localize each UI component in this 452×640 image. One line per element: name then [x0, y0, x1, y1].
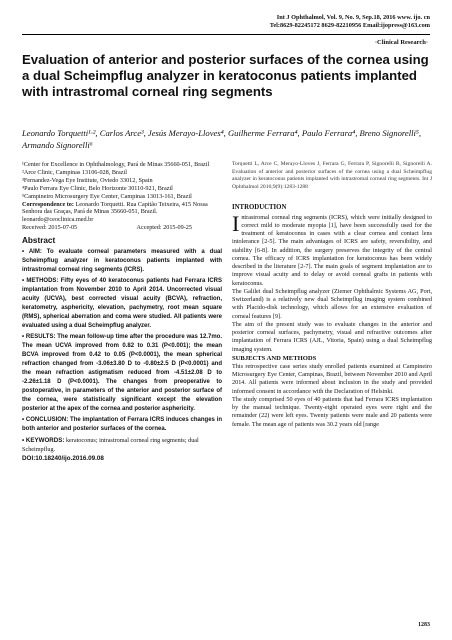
abstract-conclusion: • CONCLUSION: The implantation of Ferrara ICRS induces changes in both anterior and posterior surfaces of the cornea.	[22, 417, 222, 433]
methods-heading: SUBJECTS AND METHODS	[232, 354, 317, 362]
journal-contact-line: Tel:8629-82245172 8629-82210956 Email:ijopress@163.com	[269, 22, 430, 30]
citation-block: Torquetti L, Arce C, Merayo-Lloves J, Ferrara G, Ferrara P, Signorelli B, Signorelli A. Evaluation of anterior and posterior surfaces of the cornea using a dual Scheimpflug analyzer in keratoconus patients implanted with intrastromal corneal ring segments. Int J Ophthalmol 2016;9(9):1283-1288	[232, 161, 432, 191]
affiliation: ³Fernandez-Vega Eye Institute, Oviedo 33012, Spain	[22, 176, 153, 184]
affiliation: ¹Center for Excellence in Ophthalmology, Pará de Minas 35660-051, Brazil	[22, 161, 210, 168]
methods-paragraph: This retrospective case series study enrolled patients examined at Campineiro Microsurgery Eye Center, Campinas, Brazil, between November 2010 and April 2014. All patients were informed about inclusion in the study and provided informed consent in accordance with the Declaration of Helsinki.	[232, 362, 432, 395]
section-label: ·Clinical Research·	[374, 39, 428, 46]
keywords-text: keratoconus; intrastromal corneal ring segments; dual Scheimpflug.	[22, 437, 199, 454]
affiliation: ²Arce Clinic, Campinas 13106-028, Brazil	[22, 168, 127, 176]
right-column	[232, 161, 432, 429]
abstract-keywords	[22, 436, 222, 454]
accepted-date: Accepted: 2015-09-25	[136, 224, 192, 232]
affiliations	[22, 161, 222, 201]
intro-paragraph: The aim of the present study was to evaluate changes in the anterior and posterior corneal surfaces, pachymetry, visual and refractive outcomes after implantation of Ferrara ICRS (AJL, Vitoria, Spain) using a dual Scheimpflug imaging system.	[232, 320, 432, 353]
correspondence-text: Leonardo Torquetti. Rua Capitão Teixeira, 415 Nossa Senhora das Graças, Pará de Minas 35660-051, Brazil. leonardo@ceoclinica.med.br	[22, 200, 208, 224]
author-list: Leonardo Torquetti¹·², Carlos Arce³, Jesús Merayo-Lloves⁴, Guilherme Ferrara⁴, Paulo Ferrara⁴, Breno Signorelli⁵, Armando Signorelli⁶	[22, 128, 422, 150]
journal-header	[270, 14, 430, 30]
methods-paragraph: The study comprised 50 eyes of 40 patients that had Ferrara ICRS implantation by the manual technique. Twenty-eight operated eyes were right and the remainder (22) were left eyes. Twenty patients were male and 20 patients were female. The mean age of patients was 30.2 years old [range	[232, 395, 432, 428]
journal-info-line: Int J Ophthalmol, Vol. 9, No. 9, Sep.18, 2016 www. ijo. cn	[276, 14, 430, 21]
header-rule	[22, 34, 430, 35]
drop-cap: I	[232, 210, 240, 236]
abstract-methods: • METHODS: Fifty eyes of 40 keratoconus patients had Ferrara ICRS implantation from November 2010 to April 2014. Uncorrected visual acuity (UCVA), best corrected visual acuity (BCVA), refraction, keratometry, asphericity, elevation, pachymetry, root mean square (RMS), spherical aberration and coma were studied. All patients were evaluated using a dual Scheimpflug analyzer.	[22, 278, 222, 330]
keywords-label: • KEYWORDS:	[22, 437, 65, 445]
article-dates	[22, 224, 222, 232]
correspondence-label: Correspondence to:	[22, 200, 74, 208]
left-column	[22, 161, 222, 463]
intro-heading: INTRODUCTION	[232, 203, 287, 211]
abstract-results: • RESULTS: The mean follow-up time after the procedure was 12.7mo. The mean UCVA improved from 0.82 to 0.31 (P<0.001); the mean BCVA improved from 0.42 to 0.05 (P<0.0001), the mean spherical refraction changed from -3.06±3.80 D to -0.80±2.5 D (P<0.0001) and the mean refraction astigmatism reduced from -4.51±2.08 D to -2.26±1.18 D (P<0.0001). The changes from preoperative to postoperative, in parameters of the anterior and posterior surface of the cornea, were statistically significant except the elevation posterior at the apex of the cornea and posterior asphericity.	[22, 334, 222, 413]
affiliation: ⁵Campineiro Microsurgery Eye Center, Campinas 13013-161, Brazil	[22, 192, 192, 200]
page-number: 1283	[418, 622, 430, 628]
article-title: Evaluation of anterior and posterior surfaces of the cornea using a dual Scheimpflug analyzer in keratoconus patients implanted with intrastromal corneal ring segments	[22, 52, 429, 100]
correspondence	[22, 201, 222, 225]
affiliation: ⁴Paulo Ferrara Eye Clinic, Belo Horizonte 30110-921, Brazil	[22, 184, 173, 192]
received-date: Received: 2015-07-05	[22, 224, 78, 232]
doi-link[interactable]: DOI:10.18240/ijo.2016.09.08	[22, 455, 104, 463]
intro-paragraph	[232, 210, 432, 288]
abstract-heading: Abstract	[22, 236, 56, 246]
intro-paragraph: The Galilei dual Scheimpflug analyzer (Ziemer Ophthalmic Systems AG, Port, Switzerland) is a relatively new dual Scheimpflug imaging system combined with Placido-disk technology, which allows for an extensive evaluation of corneal features [9].	[232, 287, 432, 320]
intro-text: ntrastromal corneal ring segments (ICRS), which were initially designed to correct mild to moderate myopia [1], have been successfully used for the treatment of keratoconus in cases with a clear cornea and contact lens intolerance [2-5]. The main advantages of ICRS are safety, reversibility, and stability [6-8]. In addition, the surgery preserves the integrity of the central cornea. The efficacy of ICRS implantation for keratoconus has been widely described in the literature [2-7]. The main goals of segment implantation are to improve visual acuity and to delay or avoid corneal grafts in patients with keratoconus.	[232, 213, 432, 287]
abstract-aim: • AIM: To evaluate corneal parameters measured with a dual Scheimpflug analyzer in keratoconus patients implanted with intrastromal corneal ring segments (ICRS).	[22, 249, 222, 274]
